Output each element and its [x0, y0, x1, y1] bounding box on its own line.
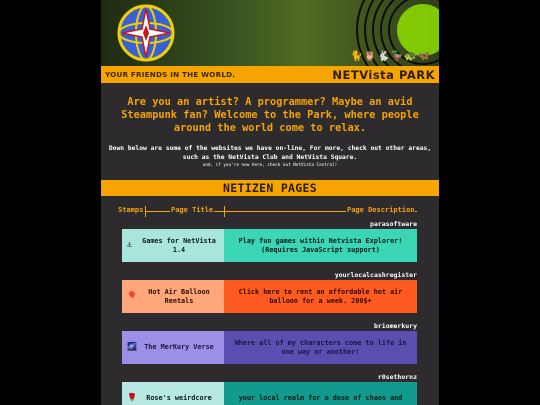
entry-stamp-icon: 🌹: [127, 393, 137, 402]
intro-note: and, if you're new here, check out NetVista Central!: [202, 163, 338, 168]
entry-link-card[interactable]: [122, 331, 417, 364]
legend-page-title: Page Title: [171, 206, 214, 214]
legend-stamps: Stamps: [118, 206, 144, 214]
netizen-entry: [101, 321, 439, 372]
legend-tick: [224, 206, 225, 217]
intro-description: Down below are some of the websites we have on-line, For more, check out other areas, such as the NetVista Club and NetVista Square.: [108, 145, 432, 161]
netizen-entry: [101, 270, 439, 321]
entry-description: Click here to rent an affordable hot air balloon for a week. 200$+: [224, 280, 417, 313]
column-legend: [101, 206, 439, 219]
section-title: NETIZEN PAGES: [101, 180, 439, 196]
entry-stamp: [122, 331, 224, 364]
entry-stamp: [122, 229, 224, 262]
entry-author: parasoftware: [370, 220, 417, 228]
entry-link-card[interactable]: [122, 382, 417, 405]
entry-stamp: [122, 382, 224, 405]
entry-stamp-icon: 🌌: [127, 342, 137, 351]
entry-link-card[interactable]: [122, 229, 417, 262]
entry-stamp-icon: ⚓: [127, 240, 132, 249]
brand-title: NETVista PARK: [332, 67, 435, 82]
netizen-pages-list: [101, 219, 439, 405]
legend-tick: [145, 206, 146, 217]
netizen-entry: [101, 372, 439, 405]
entry-stamp-icon: 🎈: [127, 291, 137, 300]
compass-globe-logo: [115, 3, 177, 63]
entry-title: Hot Air Balloon Rentals: [148, 287, 210, 305]
entry-description: your local realm for a dose of chaos and: [224, 382, 417, 405]
entry-author: yourlocalcashregister: [334, 271, 417, 279]
entry-author: r0sethornz: [377, 373, 417, 381]
tagline: YOUR FRIENDS IN THE WORLD.: [105, 70, 236, 79]
entry-author: briomerkury: [373, 322, 417, 330]
entry-stamp: [122, 280, 224, 313]
park-page: [101, 0, 439, 405]
legend-page-description: Page Description: [347, 206, 415, 214]
entry-title: Games for NetVista 1.4: [142, 236, 216, 254]
animal-icons: 🐈🦉🐇🦆🐢🦋: [350, 51, 431, 62]
entry-title: Rose's weirdcore: [146, 394, 212, 402]
entry-link-card[interactable]: [122, 280, 417, 313]
entry-title: The MerKury Verse: [144, 343, 214, 351]
entry-description: Where all of my characters come to life in one way or another!: [224, 331, 417, 364]
header-banner: [101, 66, 439, 83]
intro-headline: Are you an artist? A programmer? Maybe an avid Steampunk fan? Welcome to the Park, where people around the world come to relax.: [121, 96, 419, 134]
park-header: [101, 0, 439, 66]
entry-description: Play fun games within Netvista Explorer! (Requires JavaScript support): [224, 229, 417, 262]
netizen-entry: [101, 219, 439, 270]
